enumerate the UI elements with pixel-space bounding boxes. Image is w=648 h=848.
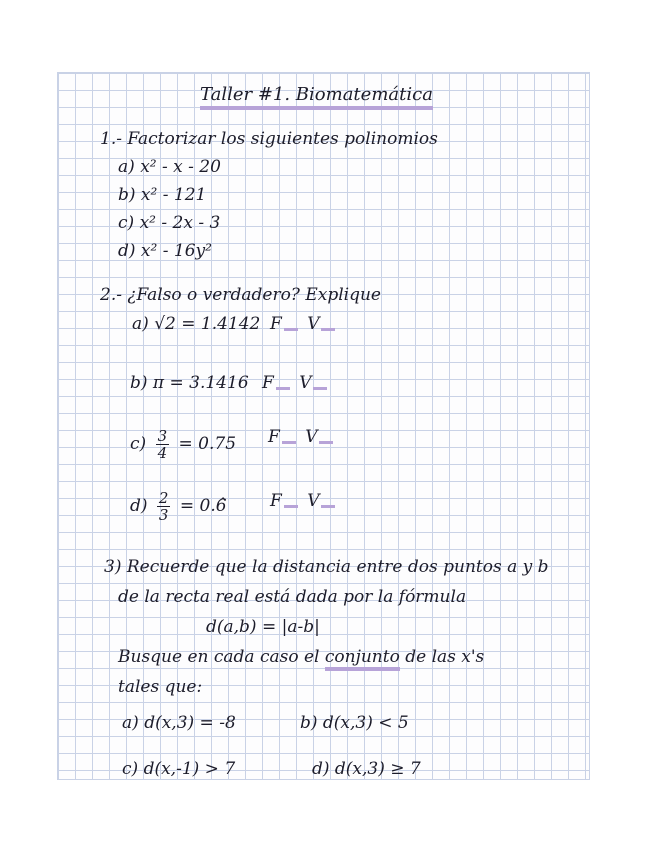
q3-item-a-expr: d(x,3) = -8 xyxy=(144,713,236,733)
q3-item-d xyxy=(312,758,421,780)
false-label: F xyxy=(268,427,280,447)
q3-item-b-expr: d(x,3) < 5 xyxy=(322,713,409,733)
answer-blank[interactable] xyxy=(282,441,296,444)
q2-item-a-answers xyxy=(270,313,339,335)
q2-item-c-answers xyxy=(268,426,337,448)
q3-item-b xyxy=(300,712,409,734)
fraction-denominator: 3 xyxy=(158,506,169,524)
q1-item-c-expr: x² - 2x - 3 xyxy=(139,213,221,233)
q1-item-b xyxy=(118,184,206,206)
page-title: Taller #1. Biomatemática xyxy=(200,84,433,110)
q1-item-b-expr: x² - 121 xyxy=(140,185,207,205)
q3-item-c xyxy=(122,758,235,780)
q3-item-a-label: a) xyxy=(122,713,139,733)
q2-item-c-label: c) xyxy=(130,434,147,454)
fraction-denominator: 4 xyxy=(157,444,168,462)
q2-item-b xyxy=(130,372,249,394)
q3-line-4: tales que: xyxy=(118,677,203,697)
q2-item-b-expr: π = 3.1416 xyxy=(152,373,249,393)
q2-item-c xyxy=(130,428,236,461)
false-label: F xyxy=(270,491,282,511)
q1-item-a xyxy=(118,156,221,178)
q3-line-1: 3) Recuerde que la distancia entre dos puntos a y b xyxy=(104,557,549,577)
fraction-numerator: 3 xyxy=(157,427,168,445)
q1-item-c xyxy=(118,212,220,234)
q1-item-d-label: d) xyxy=(118,241,136,261)
q2-item-d-label: d) xyxy=(130,496,148,516)
q3-line-3-pre: Busque en cada caso el xyxy=(118,647,325,667)
q1-item-c-label: c) xyxy=(118,213,135,233)
highlighted-word: conjunto xyxy=(325,647,400,671)
q2-item-a-expr: √2 = 1.4142 xyxy=(154,314,261,334)
q3-item-d-expr: d(x,3) ≥ 7 xyxy=(334,759,421,779)
true-label: V xyxy=(299,373,312,393)
q2-item-c-rhs: = 0.75 xyxy=(178,434,237,454)
answer-blank[interactable] xyxy=(321,328,335,331)
q1-item-d xyxy=(118,240,212,262)
answer-blank[interactable] xyxy=(321,505,335,508)
q1-item-a-label: a) xyxy=(118,157,135,177)
q3-line-3-post: de las x's xyxy=(399,647,485,667)
answer-blank[interactable] xyxy=(319,441,333,444)
false-label: F xyxy=(262,373,274,393)
q2-item-a xyxy=(132,313,260,335)
answer-blank[interactable] xyxy=(276,387,290,390)
q3-item-b-label: b) xyxy=(300,713,318,733)
fraction xyxy=(156,428,170,461)
q3-item-c-label: c) xyxy=(122,759,139,779)
q3-formula: d(a,b) = |a-b| xyxy=(206,617,320,637)
q1-item-a-expr: x² - x - 20 xyxy=(140,157,221,177)
q1-item-d-expr: x² - 16y² xyxy=(140,241,212,261)
true-label: V xyxy=(307,314,320,334)
q1-item-b-label: b) xyxy=(118,185,136,205)
q3-item-a xyxy=(122,712,236,734)
answer-blank[interactable] xyxy=(284,505,298,508)
false-label: F xyxy=(270,314,282,334)
q2-item-b-label: b) xyxy=(130,373,148,393)
true-label: V xyxy=(305,427,318,447)
fraction xyxy=(157,490,171,523)
q2-item-d-answers xyxy=(270,490,339,512)
answer-blank[interactable] xyxy=(284,328,298,331)
q3-item-d-label: d) xyxy=(312,759,330,779)
fraction-numerator: 2 xyxy=(158,489,169,507)
q2-item-b-answers xyxy=(262,372,331,394)
answer-blank[interactable] xyxy=(313,387,327,390)
q3-line-2: de la recta real está dada por la fórmula xyxy=(118,587,467,607)
q3-item-c-expr: d(x,-1) > 7 xyxy=(143,759,236,779)
q2-item-d-rhs: = 0.6̂ xyxy=(179,496,227,516)
q2-item-a-label: a) xyxy=(132,314,149,334)
q1-heading: 1.- Factorizar los siguientes polinomios xyxy=(100,129,438,149)
q2-item-d xyxy=(130,490,227,523)
true-label: V xyxy=(307,491,320,511)
q3-line-3 xyxy=(118,646,484,668)
q2-heading: 2.- ¿Falso o verdadero? Explique xyxy=(100,285,381,305)
